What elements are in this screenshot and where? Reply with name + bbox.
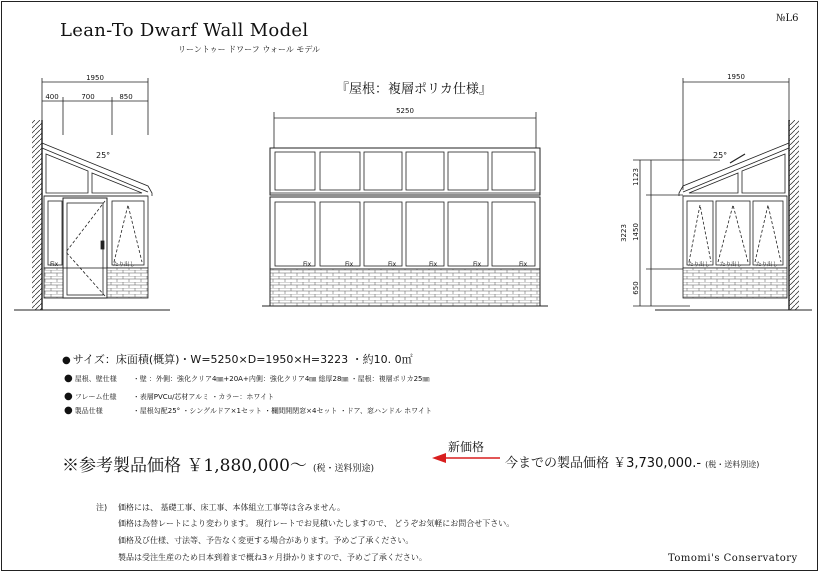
front-fix-label-6: Fix: [519, 261, 528, 268]
new-price-label: 新価格: [448, 440, 485, 454]
spec-row-product: ● 製品仕様 ・屋根勾配25° ・シングルドア×1セット ・欄間開閉窓×4セット ・ドア、窓ハンドル ホワイト: [64, 405, 432, 416]
right-h-base: 650: [632, 281, 640, 295]
roof-spec-heading: 『屋根：複層ポリカ仕様』: [336, 82, 492, 97]
right-overall-width: 1950: [727, 73, 745, 81]
right-roof-angle: 25°: [713, 151, 728, 160]
bullet-icon: ●: [64, 391, 73, 402]
right-h-mid: 1450: [632, 223, 640, 241]
note-line: 価格は為替レートにより変わります。 現行レートでお見積いたしますので、 どうぞお気軽にお問合せ下さい。: [118, 519, 515, 528]
previous-price: 今までの製品価格 ￥3,730,000.- (税・送料別途): [505, 456, 760, 471]
front-fix-label-5: Fix: [473, 261, 482, 268]
right-h-top: 1123: [632, 168, 640, 186]
right-total-height: 3223: [620, 224, 628, 242]
bullet-icon: ●: [64, 373, 73, 384]
left-roof-angle: 25°: [96, 151, 111, 160]
spec-row-frame: ● フレーム仕様 ・表層PVCu/芯材アルミ ・カラー：ホワイト: [64, 391, 275, 402]
front-overall-width: 5250: [396, 107, 414, 115]
right-elevation: [620, 73, 812, 310]
spec-row-roof-wall: ● 屋根、壁仕様 ・壁 ：外側：強化クリア4㎜+20A+内側：強化クリア4㎜ 総厚28㎜ ・屋根：複層ポリカ25㎜: [64, 373, 430, 384]
bullet-icon: ●: [62, 355, 71, 366]
left-seg-2: 700: [81, 93, 95, 101]
front-fix-label-2: Fix: [345, 261, 354, 268]
notes-heading: 注): [96, 503, 108, 512]
left-fix-label: Fix: [50, 261, 59, 268]
left-overall-width: 1950: [86, 74, 104, 82]
right-vent-label-1: たり出し: [688, 262, 711, 268]
reference-price: ※参考製品価格 ￥1,880,000～ (税・送料別途): [62, 456, 374, 476]
document-number: №L6: [776, 13, 799, 24]
left-seg-3: 850: [119, 93, 133, 101]
page-title: Lean-To Dwarf Wall Model: [60, 20, 309, 41]
note-line: 価格には、 基礎工事、床工事、本体組立工事等は含みません。: [118, 503, 346, 512]
left-elevation: [14, 74, 170, 310]
company-name: Tomomi's Conservatory: [668, 553, 798, 564]
front-elevation: [262, 107, 548, 306]
note-line: 製品は受注生産のため日本到着まで概ね3ヶ月掛かりますので、予めご了承ください。: [118, 553, 427, 562]
right-vent-label-3: たり出し: [756, 262, 779, 268]
page-subtitle: リーントゥー ドワーフ ウォール モデル: [178, 45, 320, 54]
left-seg-1: 400: [45, 93, 59, 101]
note-line: 価格及び仕様、寸法等、予告なく変更する場合があります。予めご了承ください。: [118, 536, 414, 545]
front-fix-label-3: Fix: [388, 261, 397, 268]
right-vent-label-2: たり出し: [720, 262, 743, 268]
size-spec-line: ● サイズ：床面積(概算)・W=5250×D=1950×H=3223 ・約10. 0㎡: [62, 353, 413, 366]
front-fix-label-1: Fix: [303, 261, 312, 268]
bullet-icon: ●: [64, 405, 73, 416]
left-vent-label: たり出し: [113, 262, 136, 268]
front-fix-label-4: Fix: [429, 261, 438, 268]
